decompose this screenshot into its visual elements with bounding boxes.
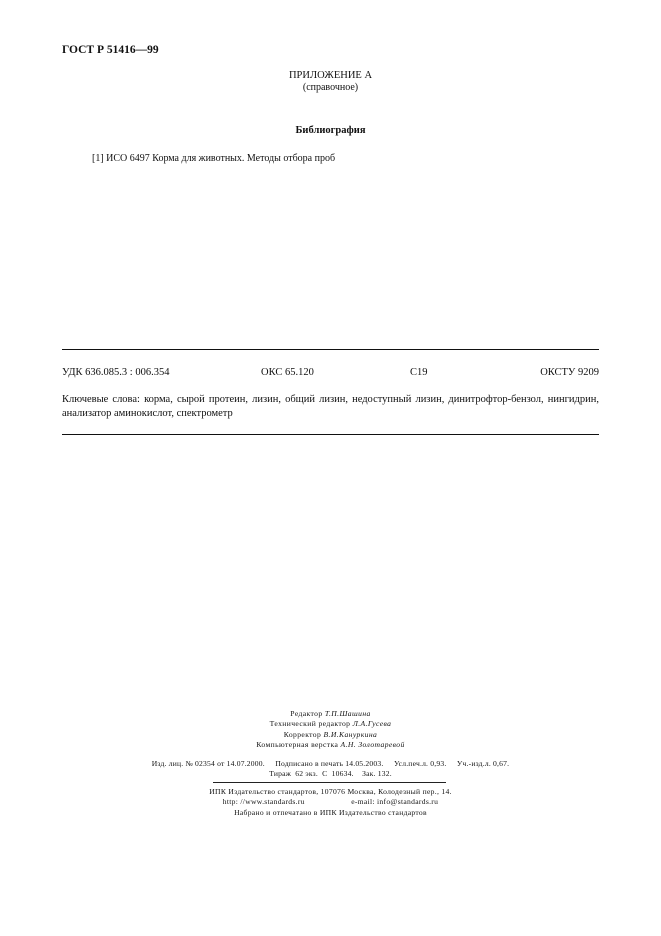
credit-editor	[0, 709, 661, 719]
oks-code: ОКС 65.120	[261, 367, 314, 378]
credit-label: Редактор	[290, 709, 323, 718]
publisher-contacts	[0, 797, 661, 807]
publisher-info	[0, 787, 661, 818]
bibliography-item: [1] ИСО 6497 Корма для животных. Методы отбора проб	[92, 153, 336, 164]
credit-label: Компьютерная верстка	[256, 739, 339, 749]
credit-label: Технический редактор	[269, 719, 351, 729]
divider-publisher	[213, 782, 446, 783]
credit-label: Корректор	[283, 729, 322, 739]
divider-bottom	[62, 434, 599, 435]
publisher-email: e-mail: info@standards.ru	[351, 797, 439, 807]
bibliography-title: Библиография	[295, 125, 366, 136]
credit-tech-editor	[0, 719, 661, 729]
credit-layout	[0, 740, 661, 750]
standard-number: ГОСТ Р 51416—99	[62, 44, 159, 56]
credit-person: В.И.Кануркина	[323, 729, 378, 739]
credits-block	[0, 709, 661, 750]
publisher-website: http: //www.standards.ru	[222, 797, 305, 807]
udk-code: УДК 636.085.3 : 006.354	[62, 367, 170, 378]
credit-person: Т.П.Шашина	[324, 709, 371, 718]
publisher-line-3: Набрано и отпечатано в ИПК Издательство стандартов	[234, 807, 427, 817]
publication-info	[0, 759, 661, 780]
credit-person: А.Н. Золотаревой	[340, 739, 405, 749]
keywords: Ключевые слова: корма, сырой протеин, лизин, общий лизин, недоступный лизин, динитрофтор-бензол, нингидрин, анализатор аминокислот, спектрометр	[62, 394, 599, 419]
credit-corrector	[0, 730, 661, 740]
appendix-title: ПРИЛОЖЕНИЕ А	[288, 70, 373, 81]
okstu-code: ОКСТУ 9209	[540, 367, 599, 378]
credit-person: Л.А.Гусева	[352, 719, 392, 729]
divider-top	[62, 349, 599, 350]
publication-line-1: Изд. лиц. № 02354 от 14.07.2000. Подписано в печать 14.05.2003. Усл.печ.л. 0,93. Уч.-изд.л. 0,67.	[151, 759, 510, 768]
publication-line-2: Тираж 62 экз. С 10634. Зак. 132.	[269, 769, 392, 779]
group-code: С19	[410, 367, 428, 378]
appendix-subtitle: (справочное)	[302, 82, 359, 93]
publisher-line-1: ИПК Издательство стандартов, 107076 Москва, Колодезный пер., 14.	[209, 787, 452, 796]
appendix-heading	[0, 70, 661, 94]
